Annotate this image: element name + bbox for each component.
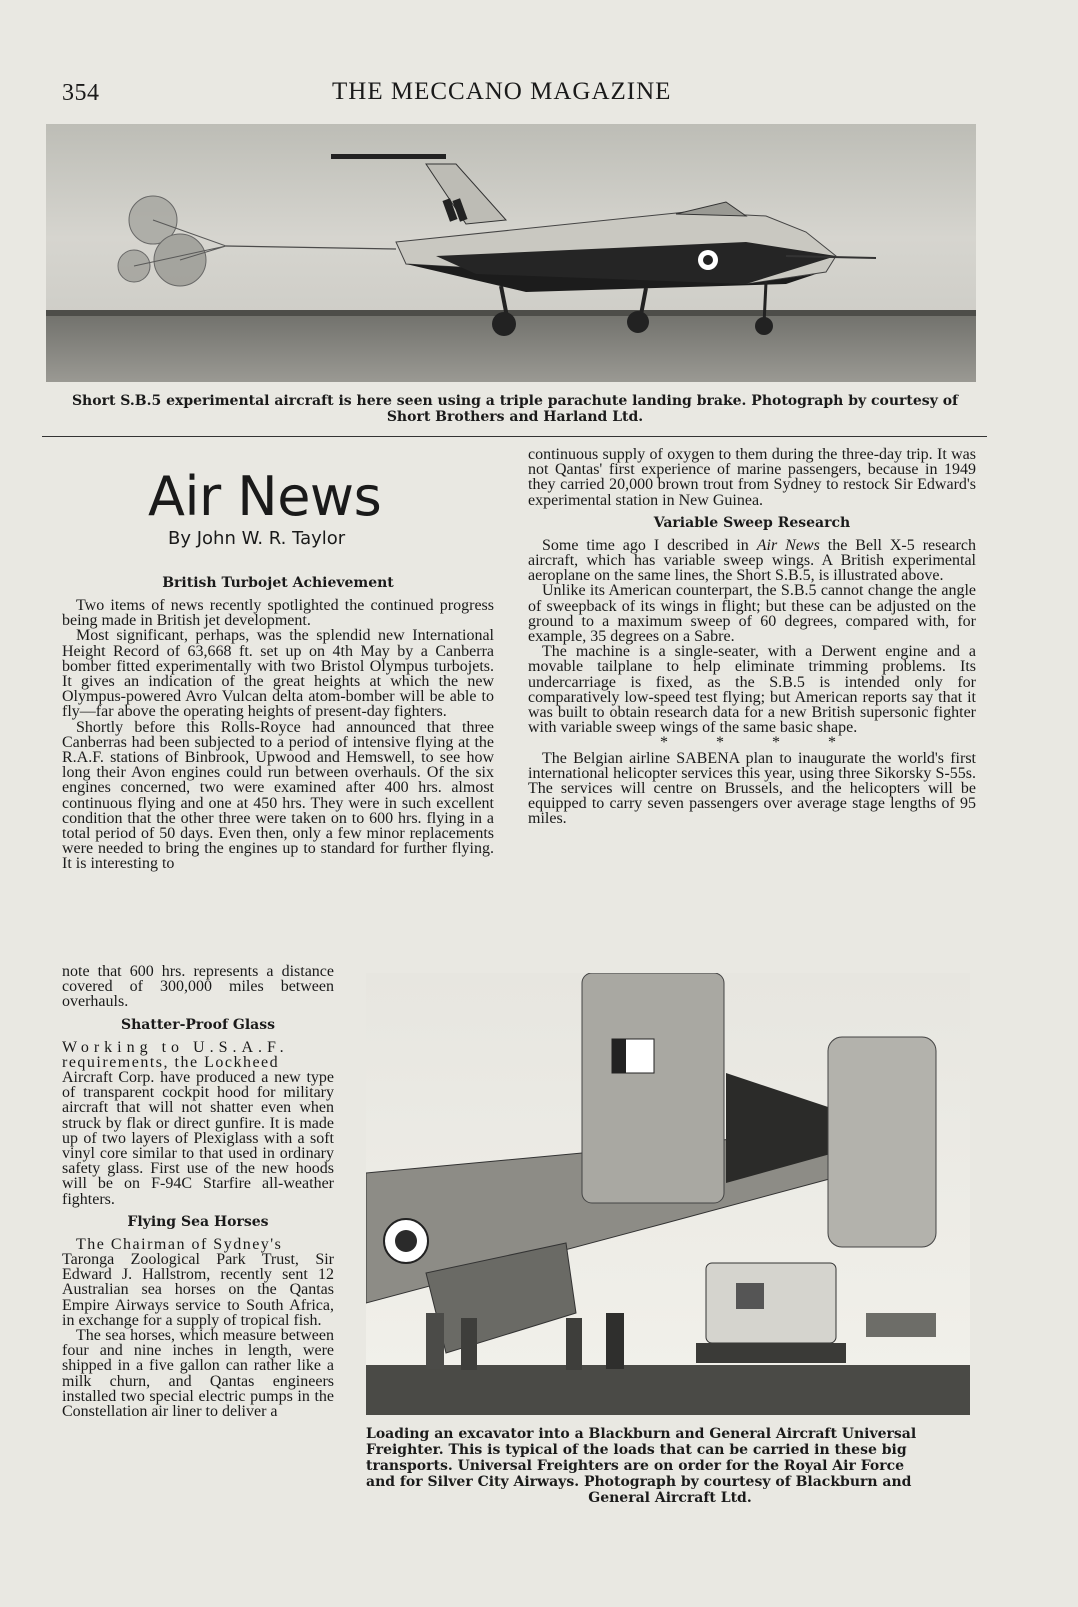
bottom-caption-line-5: General Aircraft Ltd. (588, 1490, 752, 1506)
freighter-photo (366, 973, 970, 1415)
section-divider (42, 436, 987, 437)
text-span: the Bell X-5 research aircraft, which has variable sweep wings. A British experimental aeroplane on the same lines, the Short S.B.5, is illustrated above. (528, 536, 977, 585)
heading-variable-sweep: Variable Sweep Research (653, 514, 851, 531)
top-caption-line-2: Short Brothers and Harland Ltd. (386, 409, 644, 425)
emphasis: Air News (756, 536, 820, 554)
paragraph: Unlike its American counterpart, the S.B.5 cannot change the angle of sweepback of its wings in flight; but these can be adjusted on the ground to a maximum sweep of 60 degrees, compared with, for example, 35 degrees on a Sabre. (528, 582, 976, 646)
paragraph: The Belgian airline SABENA plan to inaugurate the world's first international helicopter services this year, using three Sikorsky S-55s. The services will centre on Brussels, and the helicopters will be equipped to carry seven passengers over average stage lengths of 95 miles. (528, 749, 976, 828)
paragraph: Shortly before this Rolls-Royce had announced that three Canberras had been subjected to a period of intensive flying at the R.A.F. stations of Binbrook, Upwood and Hemswell, to see how long their Avon engines could run between overhauls. Of the six engines concerned, two were examined after 400 hrs. almost continuous flying and one at 450 hrs. They were in such excellent condition that the other three were taken on to 600 hrs. flying in a total period of 50 days. Even then, only a few minor replacements were needed to bring the engines up to standard for further flying. It is interesting to (62, 718, 494, 873)
paragraph: Two items of news recently spotlighted the continued progress being made in British jet development. (62, 597, 494, 630)
byline: By John W. R. Taylor (168, 528, 346, 549)
magazine-title: THE MECCANO MAGAZINE (332, 78, 672, 105)
left-column (62, 568, 494, 872)
aircraft-photo (46, 124, 976, 382)
paragraph: Most significant, perhaps, was the splendid new International Height Record of 63,668 ft. set up on 4th May by a Canberra bomber fitted experimentally with two Bristol Olympus turbojets. It gives an indication of the great heights at which the new Olympus-powered Avro Vulcan delta atom-bomber will be able to fly—far above the operating heights of present-day fighters. (62, 627, 494, 721)
bottom-caption-line-2: Freighter. This is typical of the loads that can be carried in these big (366, 1442, 907, 1458)
paragraph-lead: requirements, the Lockheed (62, 1053, 280, 1071)
left-column-narrow (62, 964, 334, 1419)
paragraph-lead: Working to U.S.A.F. (62, 1038, 289, 1056)
page-number: 354 (62, 80, 100, 106)
heading-turbojet: British Turbojet Achievement (162, 575, 394, 591)
article-title: Air News (148, 465, 382, 528)
paragraph: Aircraft Corp. have produced a new type of transparent cockpit hood for military aircraft that will not shatter even when struck by flak or direct gunfire. It is made up of two layers of Plexiglass with a soft vinyl core similar to that used in ordinary safety glass. First use of the new hoods will be on F-94C Starfire all-weather fighters. (62, 1069, 334, 1208)
paragraph (528, 538, 976, 584)
top-photo-caption (40, 393, 990, 425)
paragraph: The machine is a single-seater, with a Derwent engine and a movable tailplane to help eliminate trimming problems. Its undercarriage is fixed, as the S.B.5 is intended only for comparatively low-speed test flying; but American reports say that it was built to obtain research data for a new British supersonic fighter with variable sweep wings of the same basic shape. (528, 643, 976, 737)
paragraph: The sea horses, which measure between four and nine inches in length, were shipped in a five gallon can rather like a milk churn, and Qantas engineers installed two special electric pumps in the Constellation air liner to deliver a (62, 1327, 334, 1421)
bottom-caption-line-3: transports. Universal Freighters are on order for the Royal Air Force (366, 1458, 905, 1474)
bottom-caption-line-4: and for Silver City Airways. Photograph by courtesy of Blackburn and (366, 1474, 912, 1490)
top-caption-line-1: Short S.B.5 experimental aircraft is here seen using a triple parachute landing brake. Photograph by courtesy of (71, 393, 959, 409)
right-column (528, 447, 976, 827)
heading-glass: Shatter-Proof Glass (121, 1016, 275, 1033)
paragraph: Taronga Zoological Park Trust, Sir Edward J. Hallstrom, recently sent 12 Australian sea horses on the Qantas Empire Airways service to South Africa, in exchange for a supply of tropical fish. (62, 1251, 334, 1329)
paragraph: continuous supply of oxygen to them during the three-day trip. It was not Qantas' first experience of marine passengers, because in 1949 they carried 20,000 brown trout from Sydney to restock Sir Edward's experimental station in New Guinea. (528, 446, 976, 509)
text-span: Some time ago I described in (542, 536, 757, 554)
paragraph-lead: The Chairman of Sydney's (76, 1235, 283, 1253)
paragraph: note that 600 hrs. represents a distance covered of 300,000 miles between overhauls. (62, 963, 334, 1011)
separator-stars: * * * * (660, 734, 858, 752)
bottom-caption-line-1: Loading an excavator into a Blackburn and General Aircraft Universal (366, 1426, 917, 1442)
bottom-photo-caption (366, 1426, 974, 1506)
heading-sea-horses: Flying Sea Horses (127, 1213, 269, 1230)
